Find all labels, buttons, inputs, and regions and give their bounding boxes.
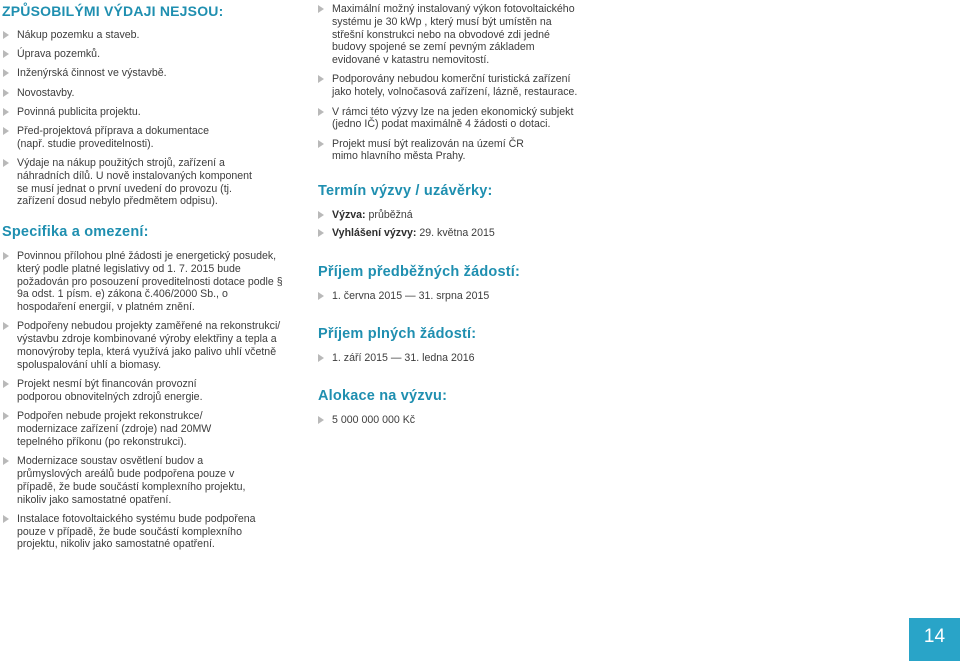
- list-item: Povinnou přílohou plné žádosti je energetický posudek, který podle platné legislativy od 1. 7. 2015 bude požadován pro posouzení proveditelnosti dotace podle § 9a odst. 1 písm. e) zákona č.406/2000 Sb., o hospodaření energií, v platném znění.: [2, 250, 284, 314]
- page-number-box: [909, 618, 960, 661]
- list-item: Modernizace soustav osvětlení budov a průmyslových areálů bude podpořena pouze v případě, že bude součástí komplexního projektu, nikoliv jako samostatné opatření.: [2, 455, 247, 506]
- triangle-bullet-icon: [318, 75, 324, 83]
- triangle-bullet-icon: [3, 50, 9, 58]
- pre-applications-list: [317, 290, 587, 303]
- list-item: Podpořen nebude projekt rekonstrukce/ modernizace zařízení (zdroje) nad 20MW tepelného příkonu (po rekonstrukci).: [2, 410, 232, 448]
- allocation-list: [317, 414, 587, 427]
- pre-applications-heading: Příjem předběžných žádostí:: [318, 264, 520, 280]
- triangle-bullet-icon: [3, 457, 9, 465]
- triangle-bullet-icon: [3, 89, 9, 97]
- list-item: Úprava pozemků.: [2, 48, 262, 61]
- triangle-bullet-icon: [318, 292, 324, 300]
- allocation-heading: Alokace na výzvu:: [318, 388, 448, 404]
- full-applications-list: [317, 352, 587, 365]
- list-item: Povinná publicita projektu.: [2, 106, 262, 119]
- term-list: [317, 209, 587, 240]
- triangle-bullet-icon: [3, 108, 9, 116]
- triangle-bullet-icon: [318, 5, 324, 13]
- list-item: Projekt musí být realizován na území ČR mimo hlavního města Prahy.: [317, 138, 532, 164]
- triangle-bullet-icon: [318, 140, 324, 148]
- list-item: Inženýrská činnost ve výstavbě.: [2, 67, 262, 80]
- list-item: Výdaje na nákup použitých strojů, zařízení a náhradních dílů. U nově instalovaných komponent se musí jednat o první uvedení do provozu (tj. zařízení dosud nebylo předmětem odpisu).: [2, 157, 257, 208]
- triangle-bullet-icon: [3, 159, 9, 167]
- triangle-bullet-icon: [3, 515, 9, 523]
- triangle-bullet-icon: [3, 252, 9, 260]
- list-item: Instalace fotovoltaického systému bude podpořena pouze v případě, že bude součástí komplexního projektu, nikoliv jako samostatné opatření.: [2, 513, 267, 551]
- list-item: Novostavby.: [2, 87, 262, 100]
- triangle-bullet-icon: [3, 380, 9, 388]
- triangle-bullet-icon: [318, 354, 324, 362]
- specifics-heading: Specifika a omezení:: [2, 224, 149, 240]
- not-eligible-heading: ZPŮSOBILÝMI VÝDAJI NEJSOU:: [2, 3, 224, 19]
- list-item: Výzva: průběžná: [317, 209, 587, 222]
- list-item: V rámci této výzvy lze na jeden ekonomický subjekt (jedno IČ) podat maximálně 4 žádosti o dotaci.: [317, 106, 579, 132]
- full-applications-heading: Příjem plných žádostí:: [318, 326, 477, 342]
- list-item: Vyhlášení výzvy: 29. května 2015: [317, 227, 587, 240]
- list-item: 5 000 000 000 Kč: [317, 414, 587, 427]
- list-item: Nákup pozemku a staveb.: [2, 29, 262, 42]
- not-eligible-list: [2, 29, 262, 208]
- triangle-bullet-icon: [3, 127, 9, 135]
- list-item: Projekt nesmí být financován provozní podporou obnovitelných zdrojů energie.: [2, 378, 222, 404]
- triangle-bullet-icon: [318, 108, 324, 116]
- conditions-list: [317, 3, 579, 163]
- triangle-bullet-icon: [3, 322, 9, 330]
- triangle-bullet-icon: [318, 416, 324, 424]
- triangle-bullet-icon: [318, 211, 324, 219]
- triangle-bullet-icon: [3, 412, 9, 420]
- page-number: 14: [923, 626, 946, 647]
- list-item: 1. září 2015 — 31. ledna 2016: [317, 352, 587, 365]
- list-item: Podpořeny nebudou projekty zaměřené na rekonstrukci/ výstavbu zdroje kombinované výroby elektřiny a tepla a monovýroby tepla, která využívá jako palivo uhlí včetně spoluspalování uhlí a biomasy.: [2, 320, 284, 371]
- list-item: Podporovány nebudou komerční turistická zařízení jako hotely, volnočasová zařízení, lázně, restaurace.: [317, 73, 579, 99]
- specifics-list: [2, 250, 284, 551]
- list-item: Maximální možný instalovaný výkon fotovoltaického systému je 30 kWp , který musí být umístěn na střešní konstrukci nebo na obvodové zdi jedné budovy spojené se zemí pevným základem evidované v katastru nemovitostí.: [317, 3, 579, 67]
- term-heading: Termín výzvy / uzávěrky:: [318, 183, 493, 199]
- list-item: Před-projektová příprava a dokumentace (např. studie proveditelnosti).: [2, 125, 232, 151]
- triangle-bullet-icon: [318, 229, 324, 237]
- triangle-bullet-icon: [3, 31, 9, 39]
- list-item: 1. června 2015 — 31. srpna 2015: [317, 290, 587, 303]
- triangle-bullet-icon: [3, 69, 9, 77]
